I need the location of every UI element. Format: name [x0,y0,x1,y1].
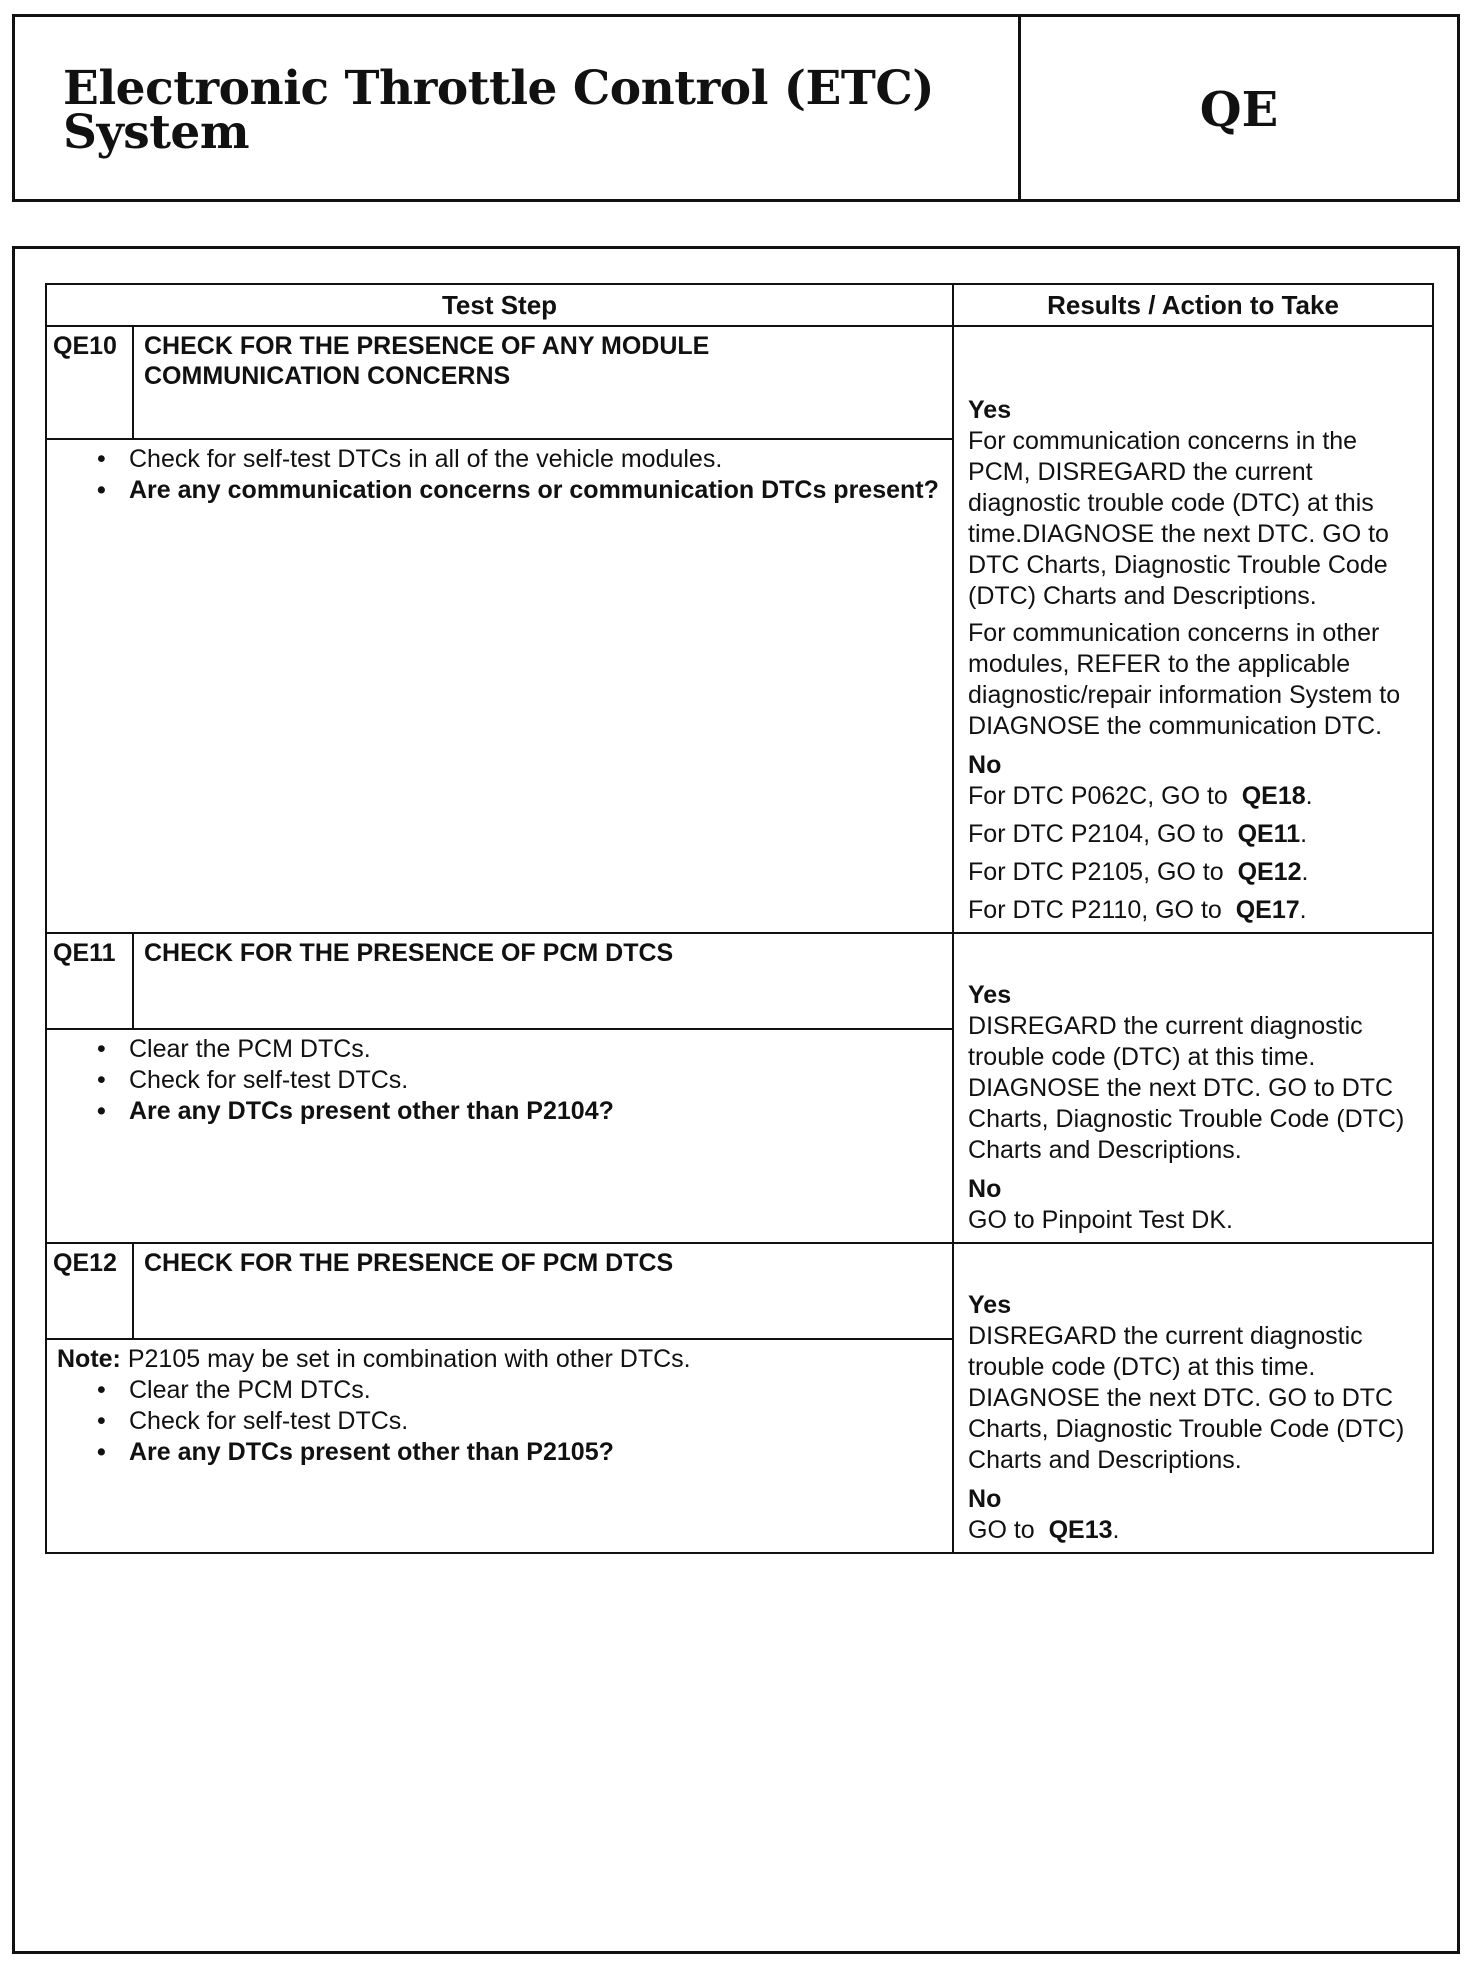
yes-label: Yes [968,1291,1012,1319]
step-id: QE11 [46,933,133,1029]
list-item: • Are any DTCs present other than P2105? [97,1437,942,1468]
list-item: • Clear the PCM DTCs. [97,1034,942,1065]
list-item: • Check for self-test DTCs. [97,1065,942,1096]
pinpoint-test-table [45,283,1434,1554]
table-header-row [46,284,1433,326]
step-title [133,1243,953,1339]
no-action [968,1515,1426,1546]
section-title-line1: Electronic Throttle Control (ETC) [63,61,934,116]
no-label: No [968,751,1002,779]
goto-step-link[interactable]: QE13 [1048,1516,1113,1544]
list-item: • Clear the PCM DTCs. [97,1375,942,1406]
step-note [57,1344,942,1375]
step-title-line: CHECK FOR THE PRESENCE OF ANY MODULE [144,332,710,360]
no-action: For DTC P2104, GO to QE11. [968,820,1308,848]
list-item: • Are any communication concerns or communication DTCs present? [97,475,942,506]
section-title-line2: System [63,105,250,160]
yes-action: For communication concerns in other modules, REFER to the applicable diagnostic/repair information System to DIAGNOSE the communication DTC. [968,619,1401,740]
no-action: GO to Pinpoint Test DK. [968,1206,1233,1234]
no-action-text: For DTC P2110, GO to [968,896,1222,924]
goto-step-link[interactable]: QE11 [1237,820,1301,848]
yes-label: Yes [968,396,1012,424]
goto-step-link[interactable]: QE18 [1241,782,1306,810]
goto-step-link[interactable]: QE17 [1235,896,1300,924]
column-header-test-step: Test Step [46,284,953,326]
yes-action: For communication concerns in the PCM, DISREGARD the current diagnostic trouble code (DTC) at this time.DIAGNOSE the next DTC. GO to DTC Charts, Diagnostic Trouble Code (DTC) Charts and Descriptions. [968,427,1389,610]
results-cell [953,1243,1433,1553]
list-item: • Are any DTCs present other than P2104? [97,1096,942,1127]
no-action: For DTC P2110, GO to QE17. [968,896,1307,924]
yes-action: DISREGARD the current diagnostic trouble code (DTC) at this time. DIAGNOSE the next DTC. GO to DTC Charts, Diagnostic Trouble Code (DTC) Charts and Descriptions. [968,1322,1405,1474]
note-label: Note: [57,1345,121,1373]
step-title-row [46,1243,1433,1339]
step-id: QE12 [46,1243,133,1339]
no-action-text: For DTC P062C, GO to [968,782,1228,810]
step-title [133,933,953,1029]
step-title-row [46,326,1433,439]
no-action-suffix: . [1112,1516,1120,1544]
yes-label: Yes [968,981,1012,1009]
step-body [46,439,953,933]
no-label: No [968,1485,1002,1513]
page-content [12,246,1460,1954]
step-id: QE10 [46,326,133,439]
step-title-line: CHECK FOR THE PRESENCE OF PCM DTCS [144,1249,674,1277]
no-action: For DTC P2105, GO to QE12. [968,858,1309,886]
no-action-text: GO to [968,1516,1035,1544]
section-title [15,17,1021,199]
step-title-line: CHECK FOR THE PRESENCE OF PCM DTCS [144,939,674,967]
list-item: • Check for self-test DTCs in all of the vehicle modules. [97,444,942,475]
step-bullets [57,1375,942,1468]
results-cell [953,326,1433,933]
note-text: P2105 may be set in combination with other DTCs. [120,1345,691,1373]
column-header-results: Results / Action to Take [953,284,1433,326]
page-header [12,14,1460,202]
section-code: QE [1199,82,1279,138]
goto-step-link[interactable]: QE12 [1237,858,1302,886]
no-action-text: For DTC P2105, GO to [968,858,1224,886]
no-label: No [968,1175,1002,1203]
step-bullets [57,1034,942,1127]
step-bullets [57,444,942,506]
no-action-text: For DTC P2104, GO to [968,820,1224,848]
list-item: • Check for self-test DTCs. [97,1406,942,1437]
yes-action: DISREGARD the current diagnostic trouble code (DTC) at this time. DIAGNOSE the next DTC. GO to DTC Charts, Diagnostic Trouble Code (DTC) Charts and Descriptions. [968,1012,1405,1164]
step-body [46,1029,953,1243]
no-action: For DTC P062C, GO to QE18. [968,782,1313,810]
step-title [133,326,953,439]
step-title-line: COMMUNICATION CONCERNS [144,362,511,390]
results-cell [953,933,1433,1243]
step-title-row [46,933,1433,1029]
step-body [46,1339,953,1553]
